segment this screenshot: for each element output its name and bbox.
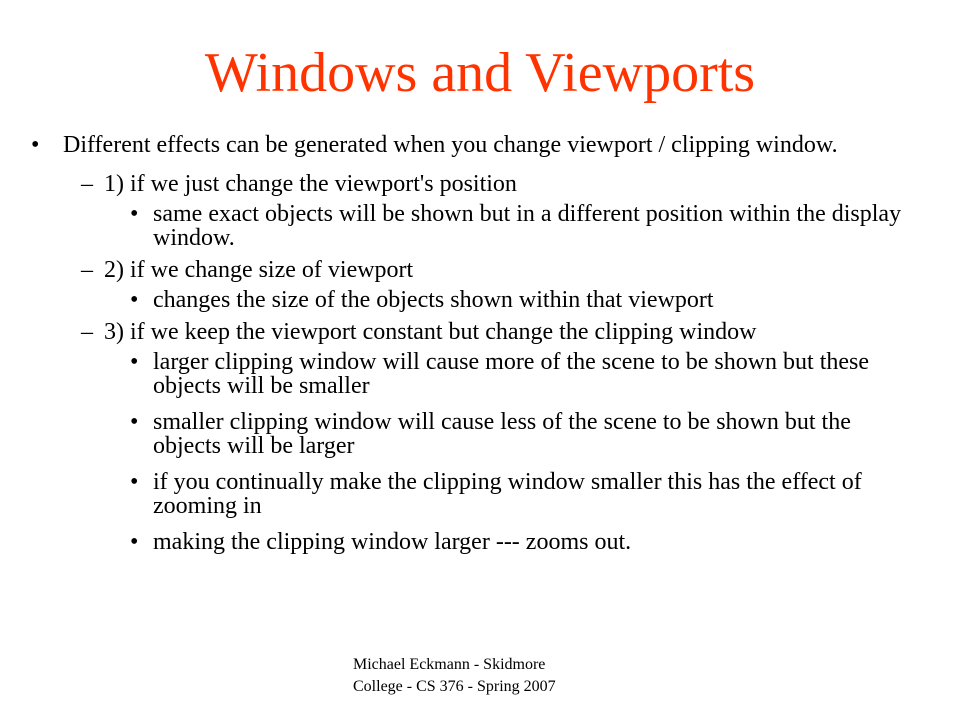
detail-item <box>0 530 923 554</box>
bullet-mark: • <box>130 201 139 227</box>
detail-item <box>0 288 923 312</box>
dash-mark: – <box>81 257 93 283</box>
detail-item <box>0 202 923 250</box>
bullet-mark: • <box>130 469 139 495</box>
detail-item <box>0 470 923 518</box>
section-heading-text: 1) if we just change the viewport's position <box>104 171 517 197</box>
bullet-mark: • <box>130 529 139 555</box>
section-heading-3 <box>0 318 960 347</box>
bullet-mark: • <box>130 409 139 435</box>
main-bullet-text: Different effects can be generated when you change viewport / clipping window. <box>63 132 838 158</box>
slide-title: Windows and Viewports <box>204 42 756 104</box>
detail-text: larger clipping window will cause more of the scene to be shown but these objects will be smaller <box>153 349 870 399</box>
slide-footer <box>353 654 613 698</box>
detail-text: same exact objects will be shown but in a different position within the display window. <box>153 201 902 251</box>
detail-item <box>0 350 923 398</box>
bullet-mark: • <box>130 287 139 313</box>
detail-text: changes the size of the objects shown within that viewport <box>153 287 714 313</box>
detail-text: if you continually make the clipping window smaller this has the effect of zooming in <box>153 469 862 519</box>
dash-mark: – <box>81 319 93 345</box>
section-heading-1 <box>0 170 960 199</box>
section-heading-text: 3) if we keep the viewport constant but change the clipping window <box>104 319 757 345</box>
detail-item <box>0 410 923 458</box>
bullet-mark: • <box>130 349 139 375</box>
detail-text: smaller clipping window will cause less of the scene to be shown but the objects will be larger <box>153 409 851 459</box>
detail-text: making the clipping window larger --- zooms out. <box>153 529 632 555</box>
main-bullet <box>0 124 923 166</box>
footer-line: Michael Eckmann - Skidmore <box>353 656 546 673</box>
bullet-mark: • <box>31 132 40 158</box>
dash-mark: – <box>81 171 93 197</box>
footer-line: College - CS 376 - Spring 2007 <box>353 678 556 695</box>
section-heading-2 <box>0 256 960 285</box>
slide-content <box>0 124 960 554</box>
section-heading-text: 2) if we change size of viewport <box>104 257 414 283</box>
